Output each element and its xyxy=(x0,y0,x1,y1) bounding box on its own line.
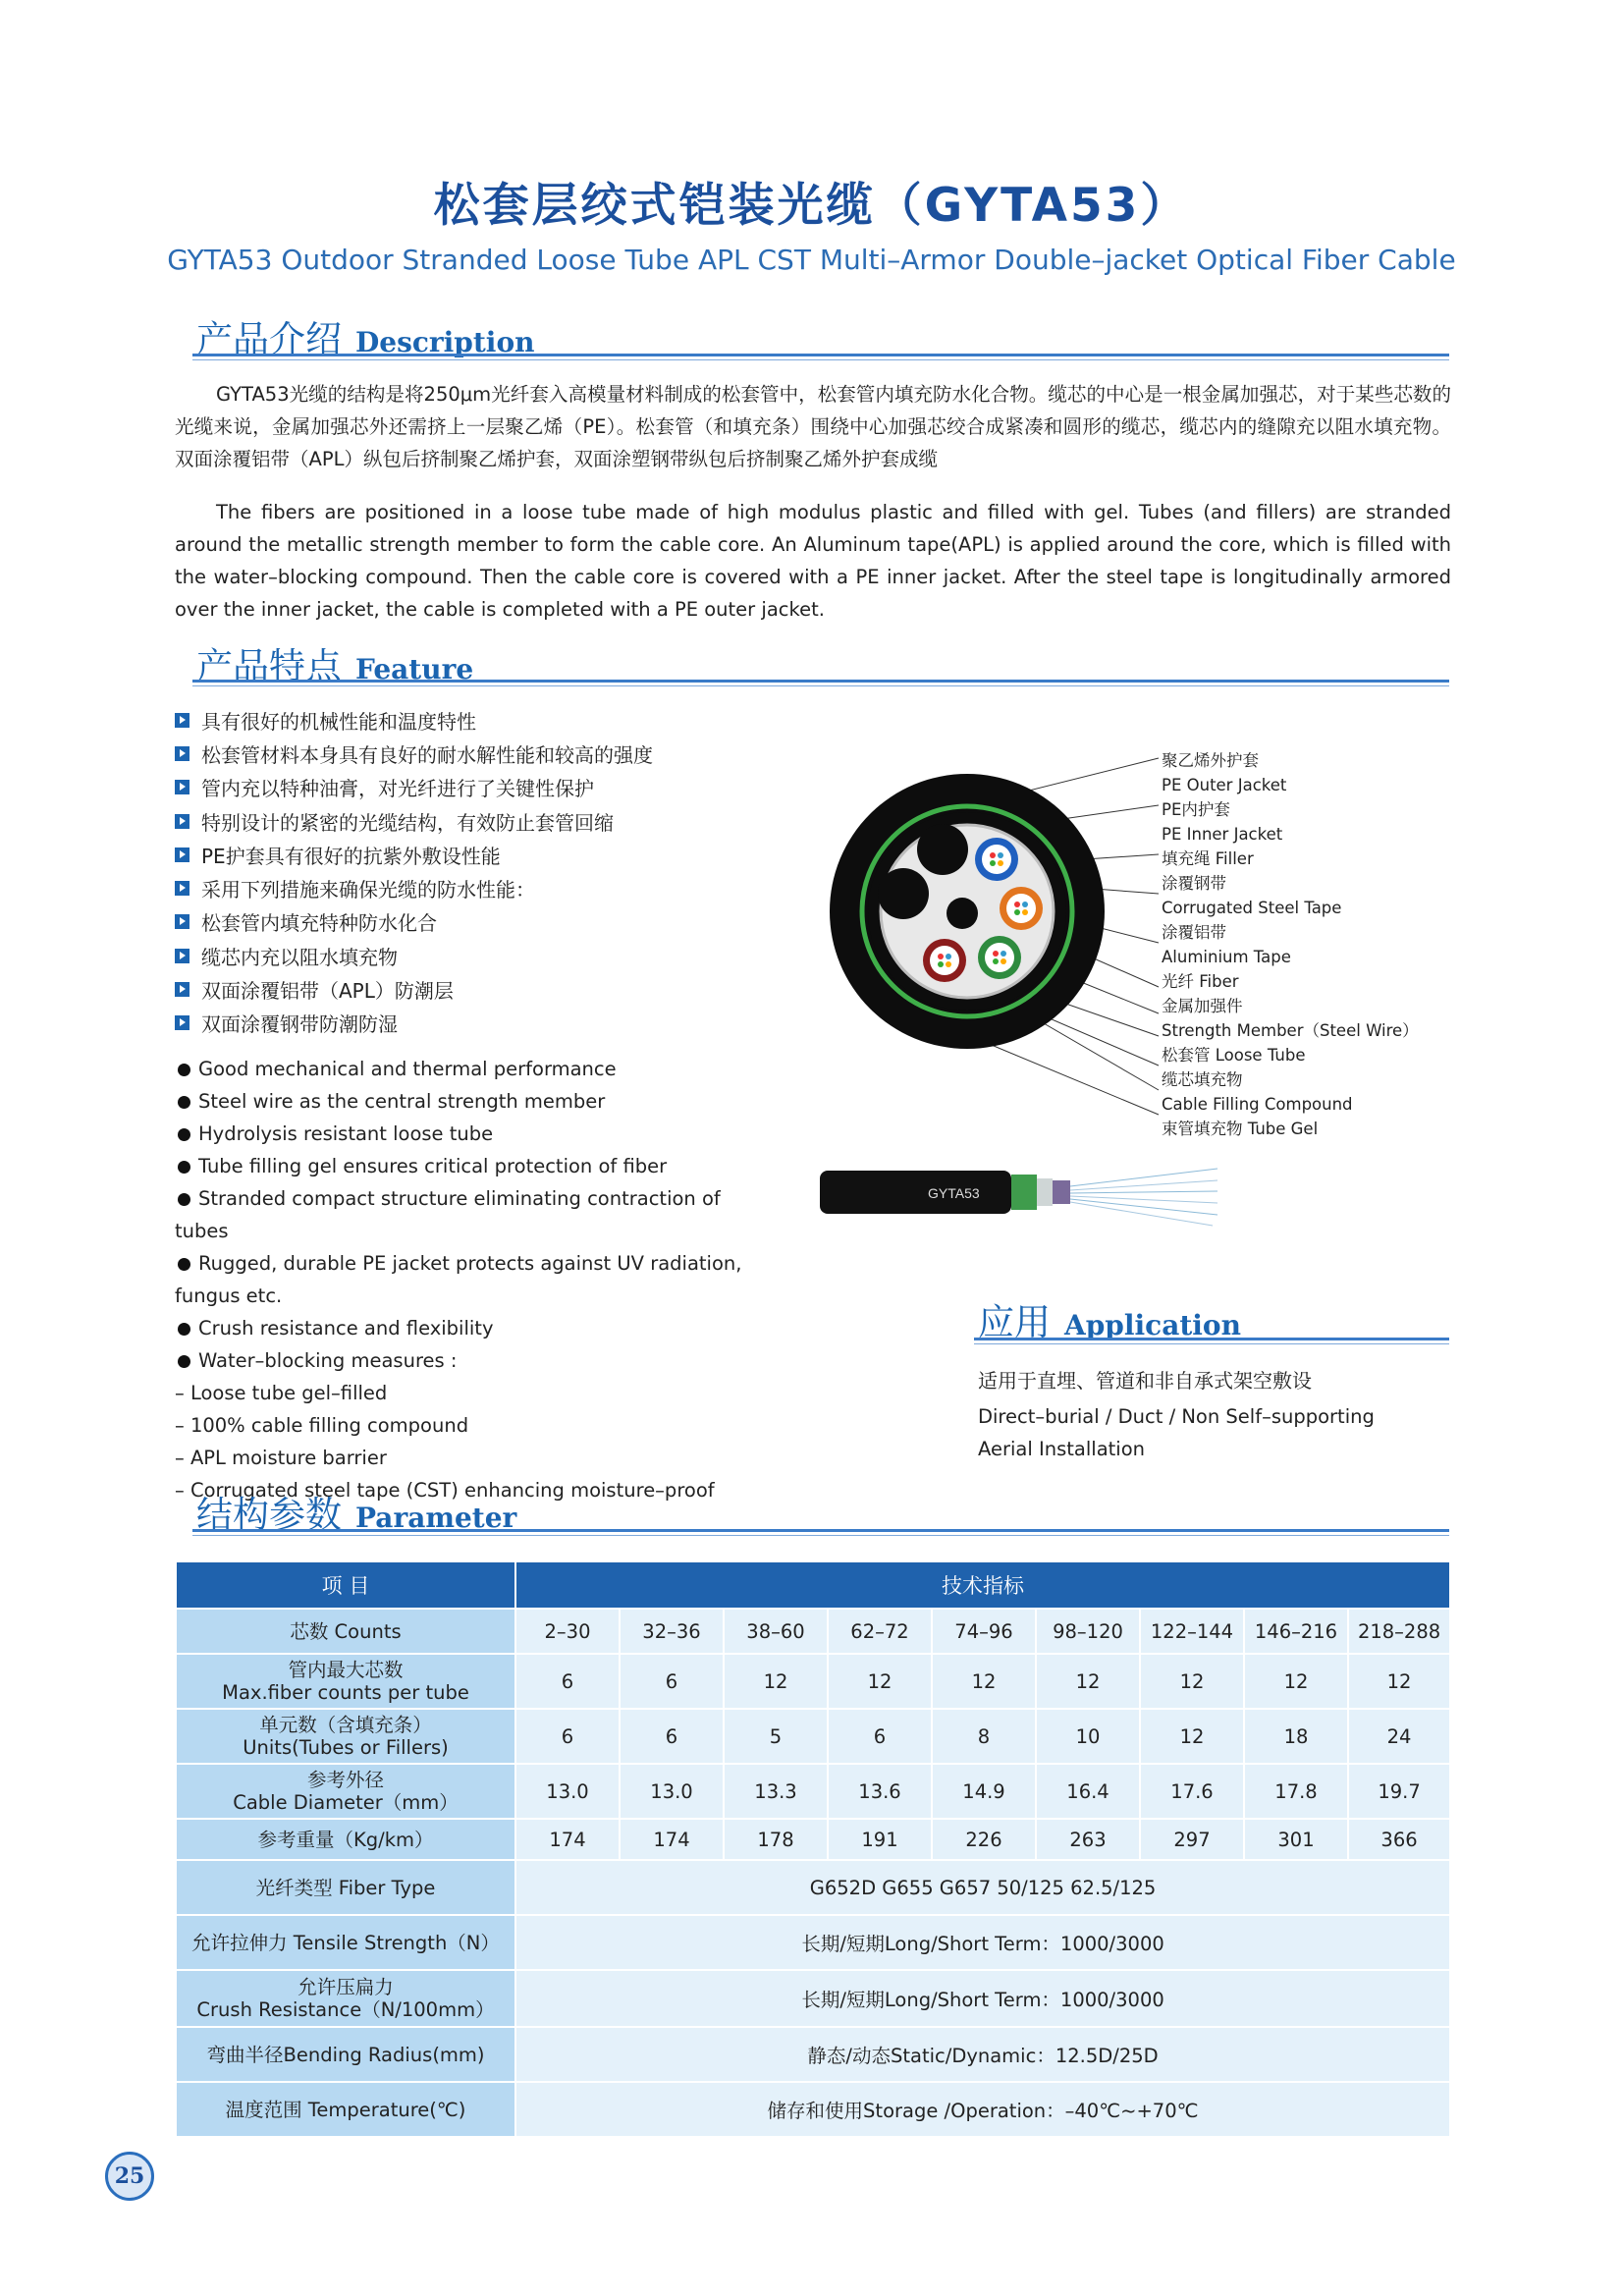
loose-tube xyxy=(975,838,1018,881)
table-cell: 12 xyxy=(828,1654,932,1709)
label-cn: 参考外径 xyxy=(306,1769,384,1791)
diagram-label: 金属加强件 xyxy=(1162,997,1243,1015)
label-cn: 单元数（含填充条） xyxy=(259,1714,432,1736)
diagram-label: Cable Filling Compound xyxy=(1162,1095,1353,1114)
table-cell: 6 xyxy=(620,1654,724,1709)
parameter-table xyxy=(175,1560,1451,2138)
table-row xyxy=(176,1860,1450,1915)
diagram-label: PE Outer Jacket xyxy=(1162,776,1287,794)
list-item xyxy=(175,1312,744,1344)
table-row xyxy=(176,1609,1450,1654)
table-cell: 5 xyxy=(724,1709,828,1764)
section-parameter-heading xyxy=(196,1485,516,1554)
section-description-en: Description xyxy=(355,326,535,358)
section-application-en: Application xyxy=(1064,1309,1241,1341)
arrow-bullet-icon xyxy=(175,746,189,761)
section-parameter-cn: 结构参数 xyxy=(196,1494,342,1536)
table-cell: 12 xyxy=(1036,1654,1140,1709)
table-cell: 17.6 xyxy=(1140,1764,1244,1819)
list-item xyxy=(175,871,842,904)
diagram-labels xyxy=(1162,748,1486,1141)
list-item-text: 缆芯内充以阻水填充物 xyxy=(201,945,398,969)
label-cn: 管内最大芯数 xyxy=(288,1659,404,1681)
strength-member-shape xyxy=(947,898,978,929)
list-item-text: 松套管材料本身具有良好的耐水解性能和较高的强度 xyxy=(201,742,653,767)
table-cell: 12 xyxy=(932,1654,1036,1709)
table-cell: 长期/短期Long/Short Term：1000/3000 xyxy=(515,1915,1450,1970)
list-item xyxy=(175,1344,744,1377)
table-cell: 2–30 xyxy=(515,1609,620,1654)
table-row-label: 参考重量（Kg/km） xyxy=(176,1819,515,1860)
arrow-bullet-icon xyxy=(175,847,189,862)
label-cn: 允许压扁力 xyxy=(298,1976,394,1998)
label-en: Crush Resistance（N/100mm） xyxy=(196,1998,495,2021)
table-header-item: 项 目 xyxy=(176,1561,515,1609)
diagram-label: 松套管 Loose Tube xyxy=(1162,1046,1306,1065)
table-cell: 174 xyxy=(620,1819,724,1860)
arrow-bullet-icon xyxy=(175,780,189,794)
table-cell: 301 xyxy=(1244,1819,1348,1860)
list-item-text: Crush resistance and flexibility xyxy=(198,1317,494,1339)
table-cell: 178 xyxy=(724,1819,828,1860)
list-item: – Corrugated steel tape (CST) enhancing moisture–proof xyxy=(175,1479,715,1502)
section-application-heading xyxy=(978,1292,1241,1361)
list-item: – APL moisture barrier xyxy=(175,1447,387,1469)
table-row-label: 弯曲半径Bending Radius(mm) xyxy=(176,2027,515,2082)
bullet-dot-icon xyxy=(178,1193,190,1206)
list-item xyxy=(175,972,842,1006)
list-item xyxy=(175,1007,842,1040)
diagram-label: 填充绳 Filler xyxy=(1162,849,1254,868)
arrow-bullet-icon xyxy=(175,982,189,997)
table-row xyxy=(176,2082,1450,2137)
description-en: The fibers are positioned in a loose tube made of high modulus plastic and filled with gel. Tubes (and fillers) are stranded around the metallic strength member to form the cable core. An Aluminum tape(APL) is applied around the core, which is filled with the water–blocking compound. Then the cable core is covered with a PE inner jacket. After the steel tape is longitudinally armored over the inner jacket, the cable is completed with a PE outer jacket. xyxy=(175,501,1451,621)
section-divider xyxy=(192,354,1449,360)
table-row xyxy=(176,1764,1450,1819)
table-cell: 13.3 xyxy=(724,1764,828,1819)
table-cell: 24 xyxy=(1348,1709,1450,1764)
section-feature-en: Feature xyxy=(355,653,474,685)
list-item-text: Hydrolysis resistant loose tube xyxy=(198,1122,494,1145)
table-cell: 长期/短期Long/Short Term：1000/3000 xyxy=(515,1970,1450,2027)
table-cell: 12 xyxy=(1140,1654,1244,1709)
table-cell: 12 xyxy=(1348,1654,1450,1709)
table-cell: 38–60 xyxy=(724,1609,828,1654)
table-cell: 74–96 xyxy=(932,1609,1036,1654)
table-cell: 12 xyxy=(1140,1709,1244,1764)
list-item xyxy=(175,1053,744,1085)
table-cell: 6 xyxy=(828,1709,932,1764)
description-cn: GYTA53光缆的结构是将250μm光纤套入高模量材料制成的松套管中，松套管内填充防水化合物。缆芯的中心是一根金属加强芯，对于某些芯数的光缆来说，金属加强芯外还需挤上一层聚乙烯（PE）。松套管（和填充条）围绕中心加强芯绞合成紧凑和圆形的缆芯，缆芯内的缝隙充以阻水填充物。双面涂覆铝带（APL）纵包后挤制聚乙烯护套，双面涂塑钢带纵包后挤制聚乙烯外护套成缆 xyxy=(175,383,1451,470)
bullet-dot-icon xyxy=(178,1258,190,1271)
bullet-dot-icon xyxy=(178,1355,190,1368)
table-cell: 13.0 xyxy=(620,1764,724,1819)
list-item: – 100% cable filling compound xyxy=(175,1414,469,1437)
diagram-label: 束管填充物 Tube Gel xyxy=(1162,1120,1319,1138)
section-description-cn: 产品介绍 xyxy=(196,318,342,360)
table-row xyxy=(176,1709,1450,1764)
list-item xyxy=(175,804,842,838)
application-en: Direct–burial / Duct / Non Self–supporting Aerial Installation xyxy=(978,1405,1375,1460)
table-cell: 263 xyxy=(1036,1819,1140,1860)
table-cell: 16.4 xyxy=(1036,1764,1140,1819)
bullet-dot-icon xyxy=(178,1323,190,1336)
table-cell: G652D G655 G657 50/125 62.5/125 xyxy=(515,1860,1450,1915)
table-row-label xyxy=(176,1970,515,2027)
table-cell: 储存和使用Storage /Operation：–40℃~+70℃ xyxy=(515,2082,1450,2137)
table-cell: 12 xyxy=(1244,1654,1348,1709)
table-row-label: 温度范围 Temperature(℃) xyxy=(176,2082,515,2137)
list-item-text: Good mechanical and thermal performance xyxy=(198,1058,617,1080)
table-row xyxy=(176,1654,1450,1709)
table-cell: 6 xyxy=(620,1709,724,1764)
list-item: – Loose tube gel–filled xyxy=(175,1382,388,1404)
table-cell: 19.7 xyxy=(1348,1764,1450,1819)
table-cell: 8 xyxy=(932,1709,1036,1764)
table-row xyxy=(176,1970,1450,2027)
loose-tube xyxy=(923,939,966,982)
section-parameter-en: Parameter xyxy=(355,1502,517,1534)
list-item-text: 双面涂覆铝带（APL）防潮层 xyxy=(201,979,454,1004)
list-item xyxy=(175,838,842,871)
loose-tube xyxy=(978,936,1021,979)
table-cell: 366 xyxy=(1348,1819,1450,1860)
section-application-cn: 应用 xyxy=(978,1301,1051,1343)
table-cell: 17.8 xyxy=(1244,1764,1348,1819)
table-row xyxy=(176,1915,1450,1970)
arrow-bullet-icon xyxy=(175,814,189,829)
section-divider xyxy=(192,680,1449,686)
table-cell: 32–36 xyxy=(620,1609,724,1654)
list-item xyxy=(175,703,842,737)
list-item xyxy=(175,1247,744,1312)
diagram-label: 涂覆铝带 xyxy=(1162,923,1226,942)
diagram-label: Aluminium Tape xyxy=(1162,948,1291,966)
diagram-label: 缆芯填充物 xyxy=(1162,1070,1243,1089)
table-cell: 218–288 xyxy=(1348,1609,1450,1654)
table-header-spec: 技术指标 xyxy=(515,1561,1450,1609)
list-item-text: Steel wire as the central strength member xyxy=(198,1090,606,1113)
list-item xyxy=(175,1118,744,1150)
features-en-list xyxy=(175,1053,744,1506)
list-item-text: Water–blocking measures : xyxy=(198,1349,458,1372)
cable-print-text: GYTA53 xyxy=(928,1185,980,1201)
filler-shape xyxy=(878,868,929,919)
table-cell: 146–216 xyxy=(1244,1609,1348,1654)
table-row-label xyxy=(176,1654,515,1709)
table-cell: 10 xyxy=(1036,1709,1140,1764)
diagram-label: 光纤 Fiber xyxy=(1162,972,1239,991)
table-cell: 174 xyxy=(515,1819,620,1860)
bullet-dot-icon xyxy=(178,1128,190,1141)
table-cell: 98–120 xyxy=(1036,1609,1140,1654)
list-item xyxy=(175,1085,744,1118)
table-cell: 静态/动态Static/Dynamic：12.5D/25D xyxy=(515,2027,1450,2082)
list-item-text: 采用下列措施来确保光缆的防水性能： xyxy=(201,878,535,902)
list-item-text: Stranded compact structure eliminating contraction of tubes xyxy=(175,1187,721,1242)
table-cell: 14.9 xyxy=(932,1764,1036,1819)
filler-shape xyxy=(917,824,968,875)
page-number: 25 xyxy=(105,2152,154,2201)
list-item-text: 具有很好的机械性能和温度特性 xyxy=(201,709,476,734)
diagram-label: Corrugated Steel Tape xyxy=(1162,899,1342,917)
diagram-label: 聚乙烯外护套 xyxy=(1162,751,1259,770)
label-en: Max.fiber counts per tube xyxy=(222,1681,469,1704)
table-header-row xyxy=(176,1561,1450,1609)
list-item xyxy=(175,939,842,972)
section-divider xyxy=(974,1338,1449,1344)
arrow-bullet-icon xyxy=(175,881,189,896)
loose-tube xyxy=(1000,887,1043,930)
list-item-text: 管内充以特种油膏，对光纤进行了关键性保护 xyxy=(201,777,594,801)
table-cell: 62–72 xyxy=(828,1609,932,1654)
page-title: 松套层绞式铠装光缆（GYTA53） xyxy=(433,179,1190,233)
diagram-label: PE Inner Jacket xyxy=(1162,825,1283,844)
section-feature-heading xyxy=(196,636,473,705)
table-cell: 13.0 xyxy=(515,1764,620,1819)
bullet-dot-icon xyxy=(178,1096,190,1109)
table-cell: 13.6 xyxy=(828,1764,932,1819)
arrow-bullet-icon xyxy=(175,914,189,929)
bullet-dot-icon xyxy=(178,1064,190,1076)
bullet-dot-icon xyxy=(178,1161,190,1174)
table-cell: 122–144 xyxy=(1140,1609,1244,1654)
table-row-label: 允许拉伸力 Tensile Strength（N） xyxy=(176,1915,515,1970)
table-cell: 191 xyxy=(828,1819,932,1860)
table-row-label xyxy=(176,1764,515,1819)
list-item-text: 特别设计的紧密的光缆结构，有效防止套管回缩 xyxy=(201,810,614,835)
table-row-label xyxy=(176,1709,515,1764)
table-row-label: 光纤类型 Fiber Type xyxy=(176,1860,515,1915)
list-item xyxy=(175,737,842,770)
list-item-text: Rugged, durable PE jacket protects against UV radiation, fungus etc. xyxy=(175,1252,742,1307)
list-item xyxy=(175,1182,744,1247)
arrow-bullet-icon xyxy=(175,713,189,728)
table-cell: 6 xyxy=(515,1709,620,1764)
table-cell: 297 xyxy=(1140,1819,1244,1860)
features-cn-list xyxy=(175,703,842,1040)
application-cn: 适用于直埋、管道和非自承式架空敷设 xyxy=(978,1369,1312,1393)
list-item xyxy=(175,1150,744,1182)
list-item-text: Tube filling gel ensures critical protection of fiber xyxy=(198,1155,668,1177)
label-en: Cable Diameter（mm） xyxy=(233,1791,459,1814)
page-subtitle: GYTA53 Outdoor Stranded Loose Tube APL CST Multi–Armor Double–jacket Optical Fiber Cable xyxy=(167,244,1456,276)
diagram-label: 涂覆钢带 xyxy=(1162,874,1226,893)
label-en: Units(Tubes or Fillers) xyxy=(243,1736,449,1759)
list-item xyxy=(175,905,842,939)
table-row-label: 芯数 Counts xyxy=(176,1609,515,1654)
diagram-label: PE内护套 xyxy=(1162,800,1230,819)
table-cell: 6 xyxy=(515,1654,620,1709)
arrow-bullet-icon xyxy=(175,949,189,963)
cable-photo xyxy=(820,1169,1217,1226)
diagram-label: Strength Member（Steel Wire） xyxy=(1162,1021,1419,1040)
table-cell: 226 xyxy=(932,1819,1036,1860)
list-item-text: PE护套具有很好的抗紫外敷设性能 xyxy=(201,844,501,868)
arrow-bullet-icon xyxy=(175,1015,189,1030)
table-cell: 12 xyxy=(724,1654,828,1709)
list-item xyxy=(175,771,842,804)
section-divider xyxy=(192,1529,1449,1536)
section-feature-cn: 产品特点 xyxy=(196,645,342,687)
table-cell: 18 xyxy=(1244,1709,1348,1764)
list-item-text: 双面涂覆钢带防潮防湿 xyxy=(201,1012,398,1037)
table-row xyxy=(176,2027,1450,2082)
table-row xyxy=(176,1819,1450,1860)
section-description-heading xyxy=(196,309,534,378)
list-item-text: 松套管内填充特种防水化合 xyxy=(201,911,437,936)
